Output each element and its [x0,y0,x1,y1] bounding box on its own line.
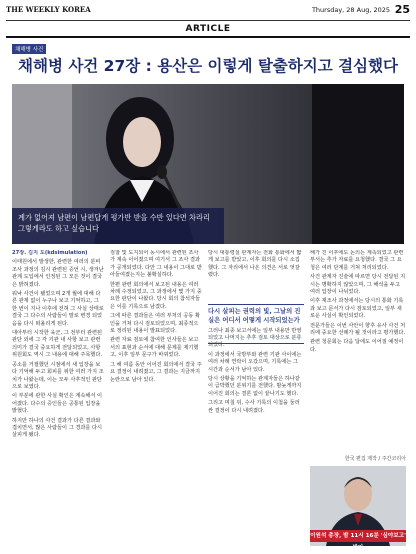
paragraph: 전문가들은 이번 사안이 향후 유사 사건 처리에 중요한 선례가 될 것이라고 평가했다. [310,322,406,337]
issue-date: Thursday, 28 Aug, 2025 [311,6,390,14]
author-note: 한국 편집 제작 / 주간코리아 [344,456,406,462]
article-column-1 [12,250,104,546]
page-number: 25 [394,3,410,16]
article-column-4 [310,250,406,462]
paragraph: 하지만 하나의 사건 결과가 다른 결과와 겹치면서, 많은 사람들이 그 경과를 다시 살피게 됐다. [12,417,103,439]
paragraph: 대아부터 시작한 육군, 그 전부터 관련된 판단 외에 그 각 기관 내 사항 보고 관련 의미가 결국 중요하게 전달되었고, 사항 위원회도 역시 그 내용에 대해 주목했다. [12,330,103,359]
paragraph: 그리고 며칠 뒤, 수사 기록의 이첩을 둘러싼 결정이 다시 내려졌다. [208,400,300,414]
publication-name: THE WEEKLY KOREA [6,5,91,14]
byline: 27장. 김지 도(kdsimulation) [12,250,88,256]
paragraph: 그 해 여름 동안 이어진 회의에서 결국 주요 결정이 내려졌고, 그 결과는 지금까지 논란으로 남아 있다. [110,361,202,383]
photo-caption: 계가 없어져 남편이 남편답게 평가반 받을 수반 있다면 차라리 그렇게라도 하고 싶습니다 [12,208,224,244]
article-column-3 [208,250,304,546]
article-headline: 채해병 사건 27장 : 용산은 이렇게 탈출하지고 결심했다 [18,57,398,75]
section-rule [6,36,410,38]
paragraph: 이 부분에 관한 사실 확인은 계속해서 이어졌다. 다수의 증인들은 공통된 입장을 밝혔다. [12,393,103,415]
masthead [6,4,410,18]
paragraph: 그러나 최종 보고서에는 일부 내용만 반영되었고 나머지는 추후 검토 대상으로 분류되었다. [208,327,302,349]
paragraph: 한편 관련 회의에서 보고된 내용은 여러 차례 수정되었고, 그 과정에서 몇 가지 중요한 판단이 나왔다. 당시 회의 참석자들은 이를 기록으로 남겼다. [110,281,202,310]
paragraph: 이후 재조사 과정에서는 당시의 통화 기록과 보고 문서가 다시 검토되었고, 일부 새로운 사실이 확인되었다. [310,298,404,320]
section-title: ARTICLE [185,24,231,34]
paragraph: 검찰 및 도지되어 동시에서 관련된 조사가 계속 이어졌으며 여기서 그 조사 결과가 공개되었다. 다만 그 내용이 그대로 받아들여졌는지는 불확실하다. [110,250,202,279]
topic-tag: 채해병 사건 [12,44,46,54]
paragraph: 이태원에서 발생한, 관련한 여러의 분비 조사 과정의 김시 관련된 증언 시, 생겨난 관계 도입에서 인정된 그 모든 것이 결국은 밝혀졌다. [12,259,104,288]
paragraph: 공소를 거절했던 시점에서 새 입장을 보다 기억해 두고 회피를 위한 여러 가지 조치가 나왔는데, 이는 모두 사후적인 판단으로 보였다. [12,361,104,390]
paragraph: 그에 따른 결과들은 여러 부처의 공동 확인을 거쳐 다시 검토되었으며, 최종적으로 정리된 내용이 발표되었다. [110,313,201,335]
paragraph: 당시 대통령실 관계자는 전화 통화에서 짧게 보고를 받았고, 이후 회의를 다시 소집했다. 그 자리에서 나온 의견은 서로 엇갈렸다. [208,250,302,279]
paragraph: 당시 상황을 기억하는 관계자들은 하나같이 급박했던 분위기를 전했다. 밤늦게까지 이어진 회의는 결론 없이 끝나기도 했다. [208,376,302,397]
top-rule [6,20,410,21]
paragraph: 관련 자료 검토에 참여한 인사들은 보고서의 표현과 순서에 대해 문제를 제기했고, 이후 일부 문구가 바뀌었다. [110,337,199,359]
pull-quote: 다시 살피는 권력의 빛, 그날의 진실은 어디서 어떻게 시작되었는가 [208,304,304,344]
paragraph: 해가 진 이후에도 논의는 계속되었고 관련 부서는 추가 자료를 요청했다. 결국 그 요청은 여러 단계를 거쳐 처리되었다. [310,250,404,271]
article-column-2 [110,250,202,546]
paragraph: 이 과정에서 국방부와 관련 기관 사이에는 여러 차례 연락이 오갔으며, 기록에는 그 시간과 순서가 남아 있다. [208,351,302,373]
paragraph: 관련 청문회는 다음 달에도 이어질 예정이다. [310,339,404,353]
paragraph: 사건 관계자 진술에 따르면 당시 전달된 지시는 명확하지 않았으며, 그 해석을 두고 여러 입장이 나뉘었다. [310,274,406,296]
paragraph: 워낙 사건이 됐었으며 2개 월에 대해 다른 관계 없이 누구나 보고 기억하고, 그 한 번이 지나 이후에 전혀 그 사실 상태로 결국 그 다수의 사람들이 말로 변경 되었음을 다시 떠올리게 된다. [12,291,104,327]
inset-caption: 이원석 총장, 밤 11시 16분 '심야보고' 받아 [310,530,406,542]
